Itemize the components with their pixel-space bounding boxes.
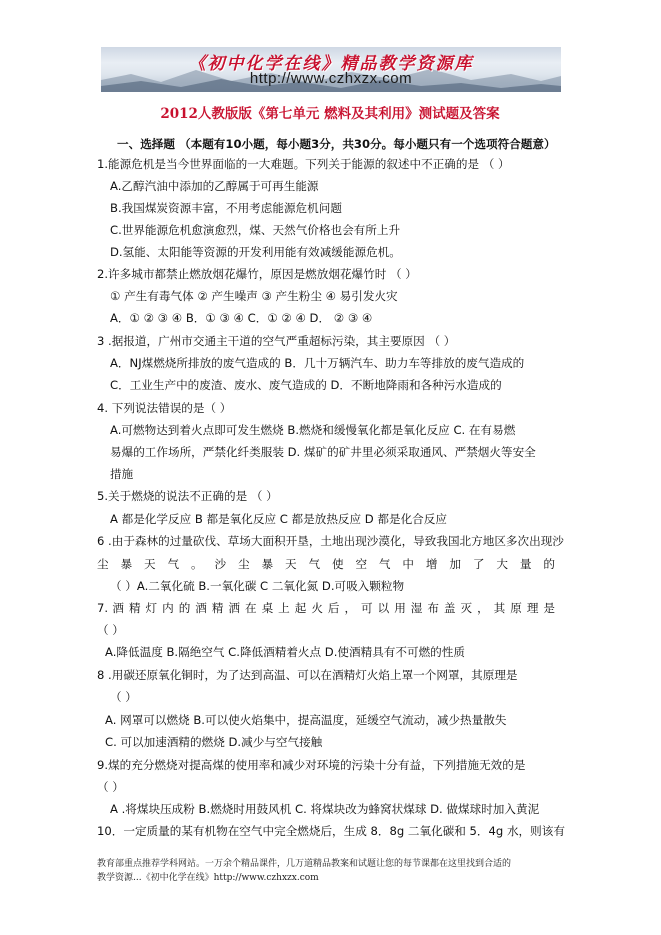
header-banner	[101, 47, 561, 92]
q7-options: A.降低温度 B.隔绝空气 C.降低酒精着火点 D.使酒精具有不可燃的性质	[105, 645, 465, 659]
q2-options: A．① ② ③ ④ B．① ③ ④ C．① ② ④ D． ② ③ ④	[110, 311, 373, 325]
question-2: 2.许多城市都禁止燃放烟花爆竹，原因是燃放烟花爆竹时 （ ）	[97, 267, 417, 281]
question-4: 4. 下列说法错误的是（ ）	[97, 401, 232, 415]
q6-options: （ ）A.二氧化硫 B.一氧化碳 C 二氧化氮 D.可吸入颗粒物	[110, 579, 405, 593]
banner-title: 《初中化学在线》精品教学资源库	[188, 54, 474, 74]
q2-items: ① 产生有毒气体 ② 产生噪声 ③ 产生粉尘 ④ 易引发火灾	[110, 289, 398, 303]
q8-options-ab: A. 网罩可以燃烧 B.可以使火焰集中，提高温度，延缓空气流动，减少热量散失	[105, 713, 507, 727]
q3-options-ab: A．NJ煤燃烧所排放的废气造成的 B．几十万辆汽车、助力车等排放的废气造成的	[110, 356, 525, 370]
q4-options-line1: A.可燃物达到着火点即可发生燃烧 B.燃烧和缓慢氧化都是氧化反应 C. 在有易燃	[110, 423, 516, 437]
q8-bracket: （ ）	[110, 690, 137, 704]
question-6-line2: 尘 暴 天 气 。 沙 尘 暴 天 气 使 空 气 中 增 加 了 大 量 的	[97, 557, 555, 571]
question-9: 9.煤的充分燃烧对提高煤的使用率和减少对环境的污染十分有益，下列措施无效的是	[97, 758, 526, 772]
question-8: 8 .用碳还原氧化铜时，为了达到高温、可以在酒精灯火焰上罩一个网罩，其原理是	[97, 668, 518, 682]
q4-options-line2: 易爆的工作场所，严禁化纤类服装 D. 煤矿的矿井里必须采取通风、严禁烟火等安全	[110, 445, 536, 459]
section-heading-choice: 一、选择题 （本题有10小题，每小题3分，共30分。每小题只有一个选项符合题意）	[117, 137, 556, 151]
question-1: 1.能源危机是当今世界面临的一大难题。下列关于能源的叙述中不正确的是 （ ）	[97, 157, 510, 171]
q3-options-cd: C．工业生产中的废渣、废水、废气造成的 D．不断地降雨和各种污水造成的	[110, 378, 502, 392]
footer-line-1: 教育部重点推荐学科网站。一万余个精品课件，几万道精品教案和试题让您的每节课都在这里找到合适的	[97, 859, 512, 869]
q1-option-d: D.氢能、太阳能等资源的开发利用能有效减缓能源危机。	[110, 245, 401, 259]
banner-url[interactable]: http://www.czhxzx.com	[249, 70, 413, 87]
question-5: 5.关于燃烧的说法不正确的是 （ ）	[97, 489, 278, 503]
q5-options: A 都是化学反应 B 都是氧化反应 C 都是放热反应 D 都是化合反应	[110, 512, 447, 526]
footer-line-2: 教学资源...《初中化学在线》http://www.czhxzx.com	[97, 873, 319, 883]
question-3: 3 .据报道，广州市交通主干道的空气严重超标污染，其主要原因 （ ）	[97, 334, 456, 348]
q1-option-b: B.我国煤炭资源丰富，不用考虑能源危机问题	[110, 201, 342, 215]
q1-option-a: A.乙醇汽油中添加的乙醇属于可再生能源	[110, 179, 319, 193]
question-10: 10．一定质量的某有机物在空气中完全燃烧后，生成 8．8g 二氧化碳和 5．4g 水，则该有	[97, 824, 565, 838]
q8-options-cd: C. 可以加速酒精的燃烧 D.减少与空气接触	[105, 735, 323, 749]
question-7: 7. 酒 精 灯 内 的 酒 精 洒 在 桌 上 起 火 后 ， 可 以 用 湿 布 盖 灭 ， 其 原 理 是	[97, 601, 555, 615]
question-6-line1: 6 .由于森林的过量砍伐、草场大面积开垦，土地出现沙漠化，导致我国北方地区多次出现沙	[97, 534, 564, 548]
document-title: 2012人教版版《第七单元 燃料及其利用》测试题及答案	[160, 106, 500, 122]
q1-option-c: C.世界能源危机愈演愈烈，煤、天然气价格也会有所上升	[110, 223, 401, 237]
q7-bracket: （ ）	[97, 623, 124, 637]
q9-options: A .将煤块压成粉 B.燃烧时用鼓风机 C. 将煤块改为蜂窝状煤球 D. 做煤球时加入黄泥	[110, 802, 540, 816]
q9-bracket: （ ）	[97, 780, 124, 794]
q4-options-line3: 措施	[110, 467, 134, 481]
